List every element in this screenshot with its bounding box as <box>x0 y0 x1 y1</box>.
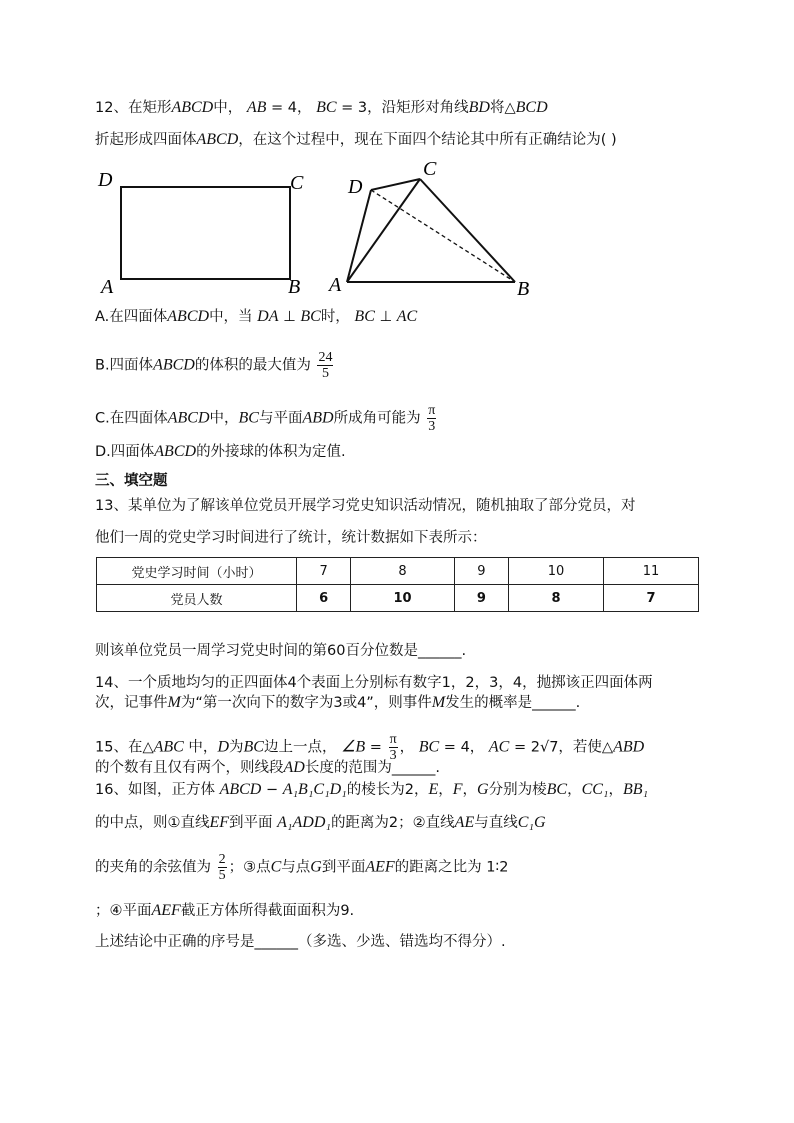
q15-line2: 的个数有且仅有两个，则线段AD长度的范围为______. <box>95 759 440 776</box>
table-cell: 8 <box>509 585 604 612</box>
q14-line1: 14、一个质地均匀的正四面体4个表面上分别标有数字1，2，3，4，抛掷该正四面体两 <box>95 675 653 691</box>
table-row <box>97 558 699 585</box>
table-cell: 10 <box>351 585 454 612</box>
label-a: A <box>101 276 114 298</box>
table-cell: 9 <box>454 585 508 612</box>
q13-line2: 他们一周的党史学习时间进行了统计，统计数据如下表所示： <box>95 530 487 546</box>
q15-line1: 15、在△ABC 中，D为BC边上一点， ∠B = $\frac{\pi}{3}$ ， BC = 4， AC = 2√7，若使△ABD <box>95 732 645 763</box>
q14-line2: 次，记事件M为“第一次向下的数字为3或4”，则事件M发生的概率是______. <box>95 694 581 711</box>
stats-table <box>96 557 699 612</box>
label-d: D <box>98 169 113 191</box>
label-c: C <box>290 172 304 194</box>
edge-cb <box>420 179 515 282</box>
option-c: C.在四面体ABCD中，BC与平面ABD所成角可能为 $\frac{\pi}{3}$ <box>95 403 436 434</box>
option-b: B.四面体ABCD的体积的最大值为 $\frac{24}{5}$ <box>95 350 333 381</box>
edge-ad <box>347 190 371 282</box>
rectangle-abcd <box>121 187 290 279</box>
label-c: C <box>423 158 437 180</box>
table-row <box>97 585 699 612</box>
table-cell: 10 <box>509 558 604 585</box>
fraction-2-5: $\frac{2}{5}$ <box>218 852 226 883</box>
option-a: A.在四面体ABCD中，当 DA ⊥ BC时， BC ⊥ AC <box>95 308 418 325</box>
fraction-24-5: $\frac{24}{5}$ <box>318 350 333 381</box>
q13-line1: 13、某单位为了解该单位党员开展学习党史知识活动情况，随机抽取了部分党员，对 <box>95 498 636 514</box>
q16-line2: 的中点，则①直线EF到平面 A₁ADD₁的距离为2；②直线AE与直线C₁G <box>95 814 546 831</box>
label-d: D <box>348 176 363 198</box>
rectangle-figure <box>95 165 315 300</box>
section-heading: 三、填空题 <box>95 473 168 489</box>
q12-line1: 12、在矩形ABCD中， AB = 4， BC = 3，沿矩形对角线BD将△BCD <box>95 99 548 116</box>
table-cell: 党史学习时间（小时） <box>97 558 297 585</box>
label-a: A <box>329 274 342 296</box>
q12-line2: 折起形成四面体ABCD，在这个过程中，现在下面四个结论其中所有正确结论为( ) <box>95 131 617 148</box>
table-cell: 11 <box>604 558 699 585</box>
q16-line1: 16、如图，正方体 ABCD − A₁B₁C₁D₁的棱长为2，E，F，G分别为棱BC，CC₁，BB₁ <box>95 781 649 798</box>
tetrahedron-figure <box>325 155 545 300</box>
q16-line4: ；④平面AEF截正方体所得截面面积为9. <box>95 902 355 919</box>
table-cell: 6 <box>297 585 351 612</box>
q16-line3: 的夹角的余弦值为 $\frac{2}{5}$ ；③点C与点G到平面AEF的距离之比为 1∶2 <box>95 852 509 883</box>
fraction-pi-3: $\frac{\pi}{3}$ <box>428 403 436 434</box>
fraction-pi-3: $\frac{\pi}{3}$ <box>389 732 397 763</box>
table-cell: 8 <box>351 558 454 585</box>
table-cell: 党员人数 <box>97 585 297 612</box>
label-b: B <box>288 276 301 298</box>
option-d: D.四面体ABCD的外接球的体积为定值. <box>95 443 346 460</box>
label-b: B <box>517 278 530 300</box>
q16-line5: 上述结论中正确的序号是______（多选、少选、错选均不得分）. <box>95 934 506 950</box>
table-cell: 9 <box>454 558 508 585</box>
table-cell: 7 <box>297 558 351 585</box>
q13-line3: 则该单位党员一周学习党史时间的第60百分位数是______. <box>95 643 467 659</box>
table-cell: 7 <box>604 585 699 612</box>
